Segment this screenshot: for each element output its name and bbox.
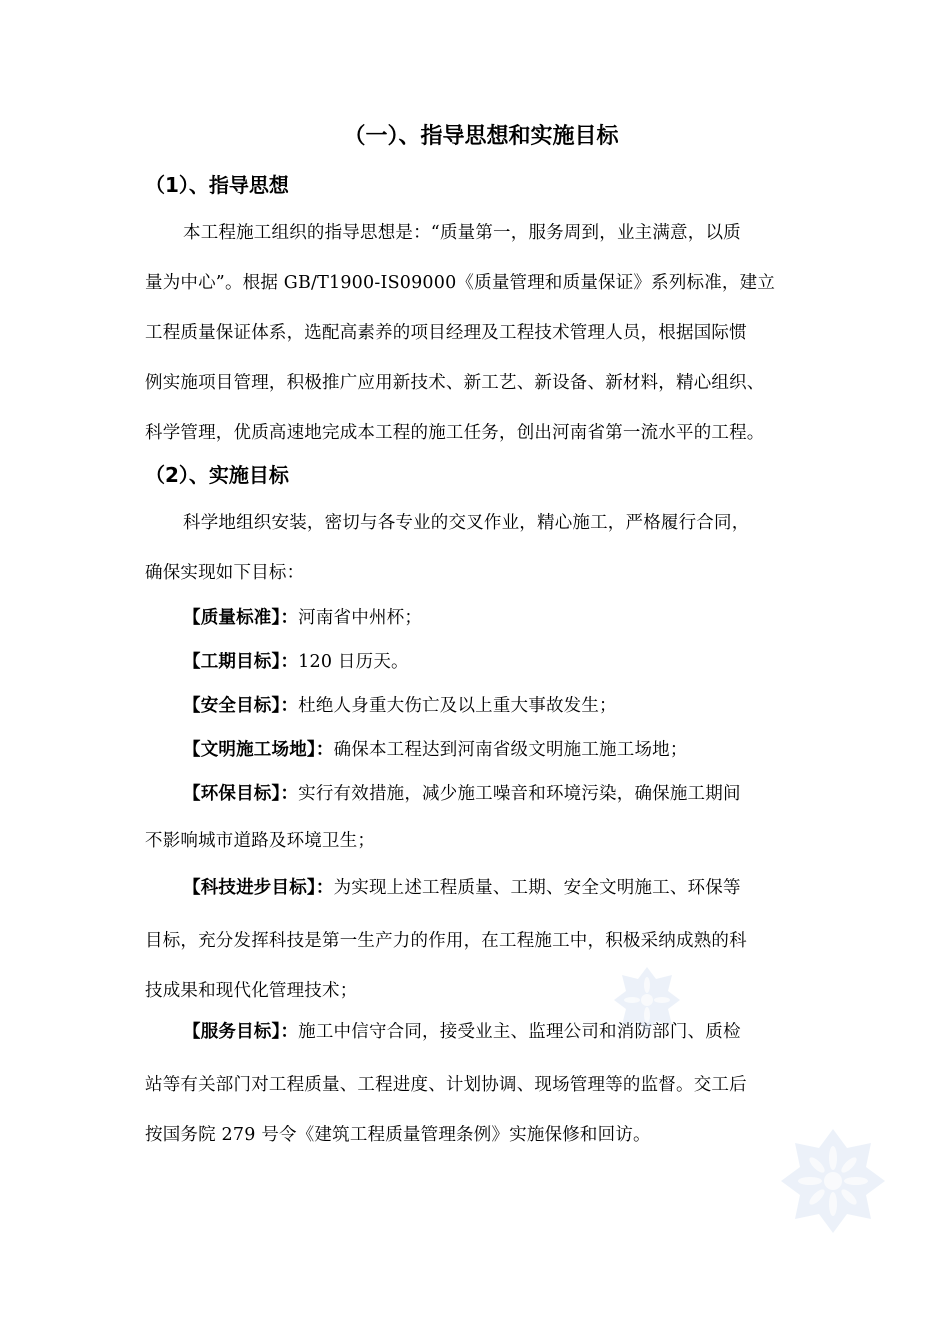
section-heading-guiding-ideology: （1）、指导思想 — [145, 173, 289, 197]
goal-service — [145, 1010, 825, 1160]
section-heading-implementation-goals: （2）、实施目标 — [145, 463, 289, 487]
goal-text: 按国务院 279 号令《建筑工程质量管理条例》实施保修和回访。 — [145, 1125, 651, 1145]
goal-text: 技成果和现代化管理技术； — [145, 981, 358, 1001]
implementation-intro-paragraph — [145, 498, 825, 598]
guiding-ideology-paragraph — [145, 208, 825, 458]
paragraph-line: 本工程施工组织的指导思想是：“质量第一，服务周到，业主满意，以质 — [183, 223, 741, 243]
goal-text: 施工中信守合同，接受业主、监理公司和消防部门、质检 — [298, 1022, 741, 1042]
goal-civilized-site — [145, 728, 825, 772]
goal-safety — [145, 684, 825, 728]
watermark-flower-icon — [612, 965, 682, 1035]
goal-label: 【科技进步目标】： — [183, 878, 334, 898]
goal-text: 为实现上述工程质量、工期、安全文明施工、环保等 — [333, 878, 741, 898]
goal-text: 河南省中州杯； — [298, 608, 423, 628]
paragraph-line: 量为中心”。根据 GB/T1900-IS09000《质量管理和质量保证》系列标准，建立 — [145, 273, 776, 293]
goal-quality-standard — [145, 596, 825, 640]
goal-text: 确保本工程达到河南省级文明施工施工场地； — [333, 740, 688, 760]
goal-label: 【环保目标】： — [183, 784, 299, 804]
paragraph-line: 工程质量保证体系，选配高素养的项目经理及工程技术管理人员，根据国际惯 — [145, 323, 747, 343]
page-title: （一）、指导思想和实施目标 — [343, 124, 619, 149]
goal-label: 【工期目标】： — [183, 652, 299, 672]
watermark-flower-icon — [778, 1126, 888, 1236]
goal-text: 不影响城市道路及环境卫生； — [145, 831, 376, 851]
paragraph-line: 科学管理，优质高速地完成本工程的施工任务，创出河南省第一流水平的工程。 — [145, 423, 765, 443]
goal-text: 杜绝人身重大伤亡及以上重大事故发生； — [298, 696, 617, 716]
goal-text: 目标，充分发挥科技是第一生产力的作用，在工程施工中，积极采纳成熟的科 — [145, 931, 747, 951]
goal-label: 【服务目标】： — [183, 1022, 299, 1042]
goal-text: 120 日历天。 — [298, 652, 409, 672]
paragraph-line: 科学地组织安装，密切与各专业的交叉作业，精心施工，严格履行合同， — [183, 513, 750, 533]
paragraph-line: 例实施项目管理，积极推广应用新技术、新工艺、新设备、新材料，精心组织、 — [145, 373, 765, 393]
paragraph-line: 确保实现如下目标： — [145, 563, 305, 583]
goal-label: 【质量标准】： — [183, 608, 299, 628]
goal-label: 【安全目标】： — [183, 696, 299, 716]
goal-text: 站等有关部门对工程质量、工程进度、计划协调、现场管理等的监督。交工后 — [145, 1075, 747, 1095]
goal-schedule — [145, 640, 825, 684]
goal-text: 实行有效措施，减少施工噪音和环境污染，确保施工期间 — [298, 784, 741, 804]
goal-tech-progress — [145, 866, 825, 1016]
goal-label: 【文明施工场地】： — [183, 740, 334, 760]
goal-environmental — [145, 772, 825, 866]
